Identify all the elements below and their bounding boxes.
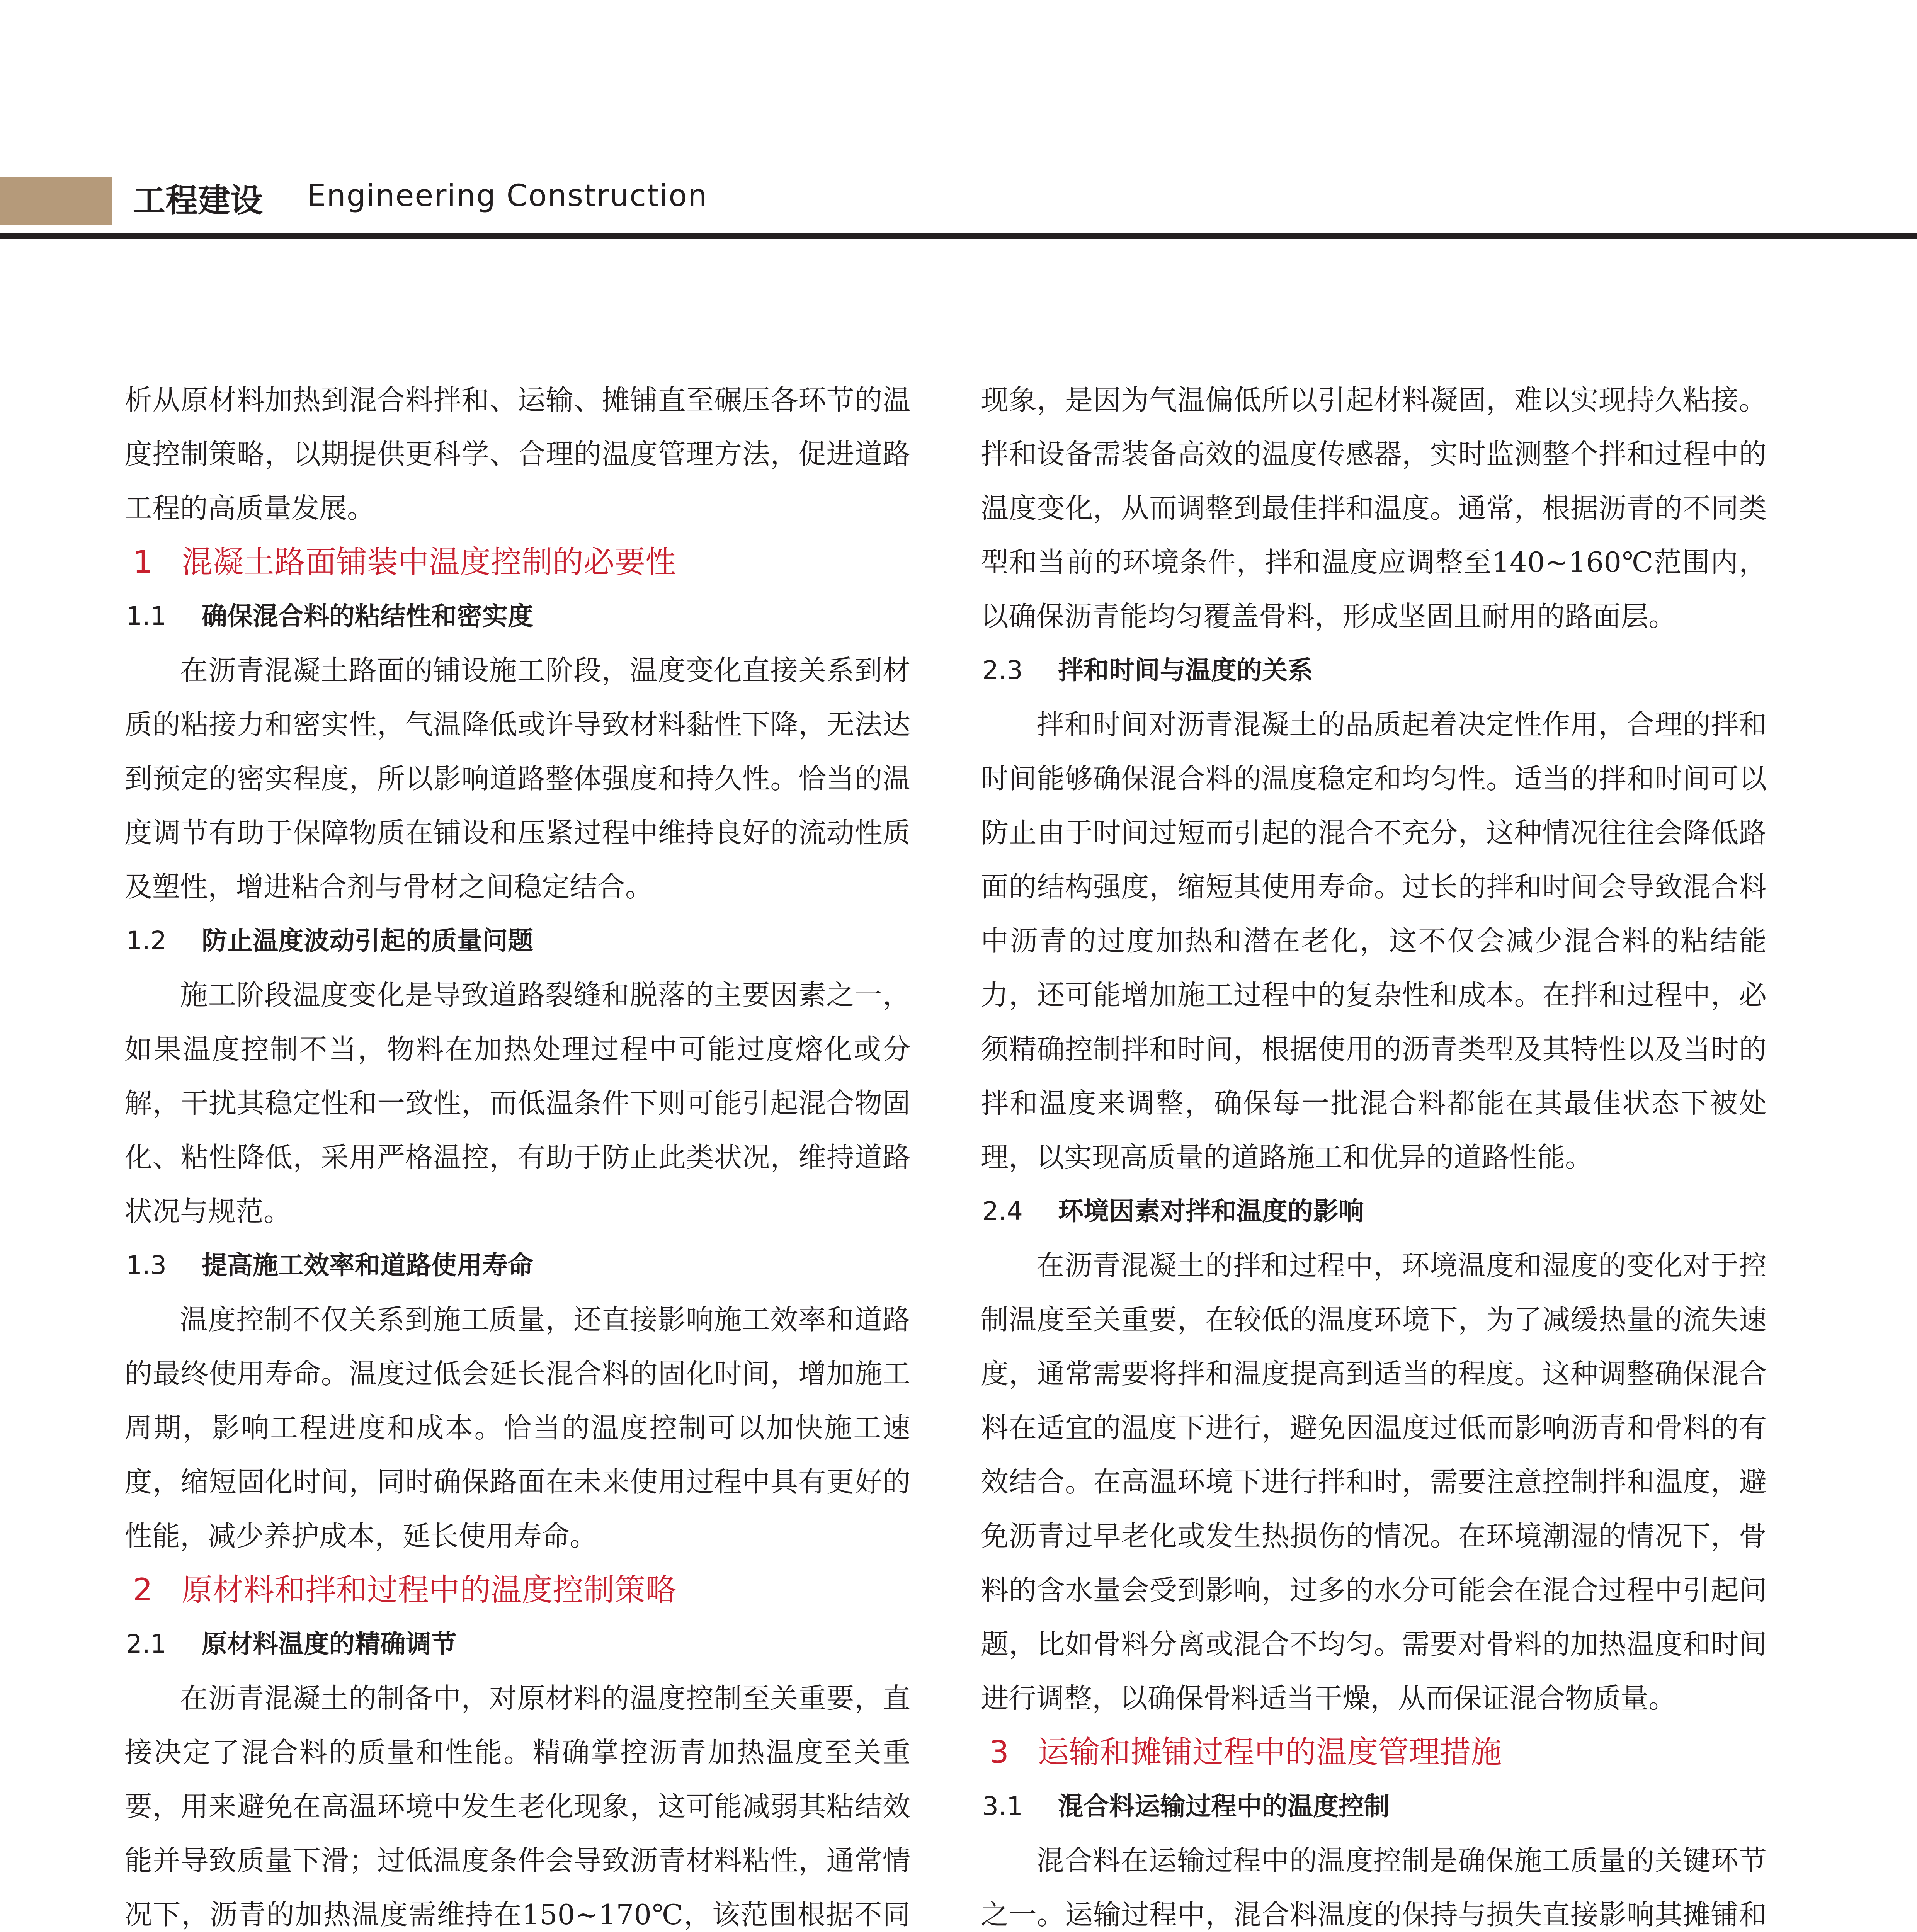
- paragraph-1-3: 温度控制不仅关系到施工质量，还直接影响施工效率和道路的最终使用寿命。温度过低会延长混合料的固化时间，增加施工周期，影响工程进度和成本。恰当的温度控制可以加快施工速度，缩短固化时间，同时确保路面在未来使用过程中具有更好的性能，减少养护成本，延长使用寿命。: [124, 1303, 910, 1552]
- heading-number: 1.2: [126, 926, 167, 956]
- heading-1: [124, 535, 910, 589]
- header-rule: [0, 233, 1917, 239]
- heading-number: 2: [133, 1572, 153, 1608]
- section-title-en: Engineering Construction: [307, 179, 708, 213]
- heading-number: 3: [989, 1734, 1009, 1770]
- heading-1-2: [124, 914, 910, 968]
- right-column: [981, 373, 1767, 1932]
- heading-title: 确保混合料的粘结性和密实度: [202, 601, 533, 631]
- heading-number: 1: [133, 544, 153, 580]
- heading-2-4: [981, 1184, 1767, 1238]
- heading-title: 混合料运输过程中的温度控制: [1058, 1791, 1390, 1821]
- heading-1-3: [124, 1238, 910, 1293]
- section-title-cn: 工程建设: [133, 182, 263, 219]
- heading-3: [981, 1725, 1767, 1779]
- heading-2-3: [981, 643, 1767, 697]
- heading-2: [124, 1563, 910, 1617]
- heading-title: 环境因素对拌和温度的影响: [1058, 1196, 1364, 1226]
- heading-number: 1.1: [126, 601, 167, 631]
- heading-title: 提高施工效率和道路使用寿命: [202, 1250, 533, 1280]
- heading-number: 2.1: [126, 1629, 167, 1659]
- heading-2-1: [124, 1617, 910, 1671]
- heading-title: 混凝土路面铺装中温度控制的必要性: [182, 544, 676, 580]
- heading-title: 原材料和拌和过程中的温度控制策略: [182, 1572, 676, 1608]
- paragraph-1-1: 在沥青混凝土路面的铺设施工阶段，温度变化直接关系到材质的粘接力和密实性，气温降低或许导致材料黏性下降，无法达到预定的密实程度，所以影响道路整体强度和持久性。恰当的温度调节有助于保障物质在铺设和压紧过程中维持良好的流动性质及塑性，增进粘合剂与骨材之间稳定结合。: [124, 654, 910, 903]
- continued-paragraph: 现象，是因为气温偏低所以引起材料凝固，难以实现持久粘接。拌和设备需装备高效的温度传感器，实时监测整个拌和过程中的温度变化，从而调整到最佳拌和温度。通常，根据沥青的不同类型和当前的环境条件，拌和温度应调整至140~160℃范围内，以确保沥青能均匀覆盖骨料，形成坚固且耐用的路面层。: [981, 384, 1767, 633]
- paragraph-2-3: 拌和时间对沥青混凝土的品质起着决定性作用，合理的拌和时间能够确保混合料的温度稳定和均匀性。适当的拌和时间可以防止由于时间过短而引起的混合不充分，这种情况往往会降低路面的结构强度，缩短其使用寿命。过长的拌和时间会导致混合料中沥青的过度加热和潜在老化，这不仅会减少混合料的粘结能力，还可能增加施工过程中的复杂性和成本。在拌和过程中，必须精确控制拌和时间，根据使用的沥青类型及其特性以及当时的拌和温度来调整，确保每一批混合料都能在其最佳状态下被处理，以实现高质量的道路施工和优异的道路性能。: [981, 708, 1767, 1173]
- paragraph-2-4: 在沥青混凝土的拌和过程中，环境温度和湿度的变化对于控制温度至关重要，在较低的温度环境下，为了减缓热量的流失速度，通常需要将拌和温度提高到适当的程度。这种调整确保混合料在适宜的温度下进行，避免因温度过低而影响沥青和骨料的有效结合。在高温环境下进行拌和时，需要注意控制拌和温度，避免沥青过早老化或发生热损伤的情况。在环境潮湿的情况下，骨料的含水量会受到影响，过多的水分可能会在混合过程中引起问题，比如骨料分离或混合不均匀。需要对骨料的加热温度和时间进行调整，以确保骨料适当干燥，从而保证混合物质量。: [981, 1249, 1767, 1714]
- paragraph-3-1: 混合料在运输过程中的温度控制是确保施工质量的关键环节之一。运输过程中，混合料温度的保持与损失直接影响其摊铺和: [981, 1844, 1767, 1931]
- heading-number: 2.3: [982, 655, 1023, 685]
- paragraph-1-2: 施工阶段温度变化是导致道路裂缝和脱落的主要因素之一，如果温度控制不当，物料在加热处理过程中可能过度熔化或分解，干扰其稳定性和一致性，而低温条件下则可能引起混合物固化、粘性降低，采用严格温控，有助于防止此类状况，维持道路状况与规范。: [124, 979, 910, 1228]
- heading-1-1: [124, 589, 910, 643]
- left-column: [124, 373, 910, 1932]
- heading-number: 3.1: [982, 1791, 1023, 1821]
- header-color-block: [0, 177, 112, 225]
- intro-paragraph: 析从原材料加热到混合料拌和、运输、摊铺直至碾压各环节的温度控制策略，以期提供更科学、合理的温度管理方法，促进道路工程的高质量发展。: [124, 384, 910, 524]
- heading-number: 1.3: [126, 1250, 167, 1280]
- heading-3-1: [981, 1779, 1767, 1833]
- heading-number: 2.4: [982, 1196, 1023, 1226]
- heading-title: 运输和摊铺过程中的温度管理措施: [1038, 1734, 1502, 1770]
- heading-title: 防止温度波动引起的质量问题: [202, 926, 533, 956]
- paragraph-2-1: 在沥青混凝土的制备中，对原材料的温度控制至关重要，直接决定了混合料的质量和性能。精确掌控沥青加热温度至关重要，用来避免在高温环境中发生老化现象，这可能减弱其粘结效能并导致质量下滑；过低温度条件会导致沥青材料粘性，通常情况下，沥青的加热温度需维持在150~170℃，该范围根据不同: [124, 1682, 910, 1931]
- heading-title: 原材料温度的精确调节: [202, 1629, 457, 1659]
- heading-title: 拌和时间与温度的关系: [1058, 655, 1313, 685]
